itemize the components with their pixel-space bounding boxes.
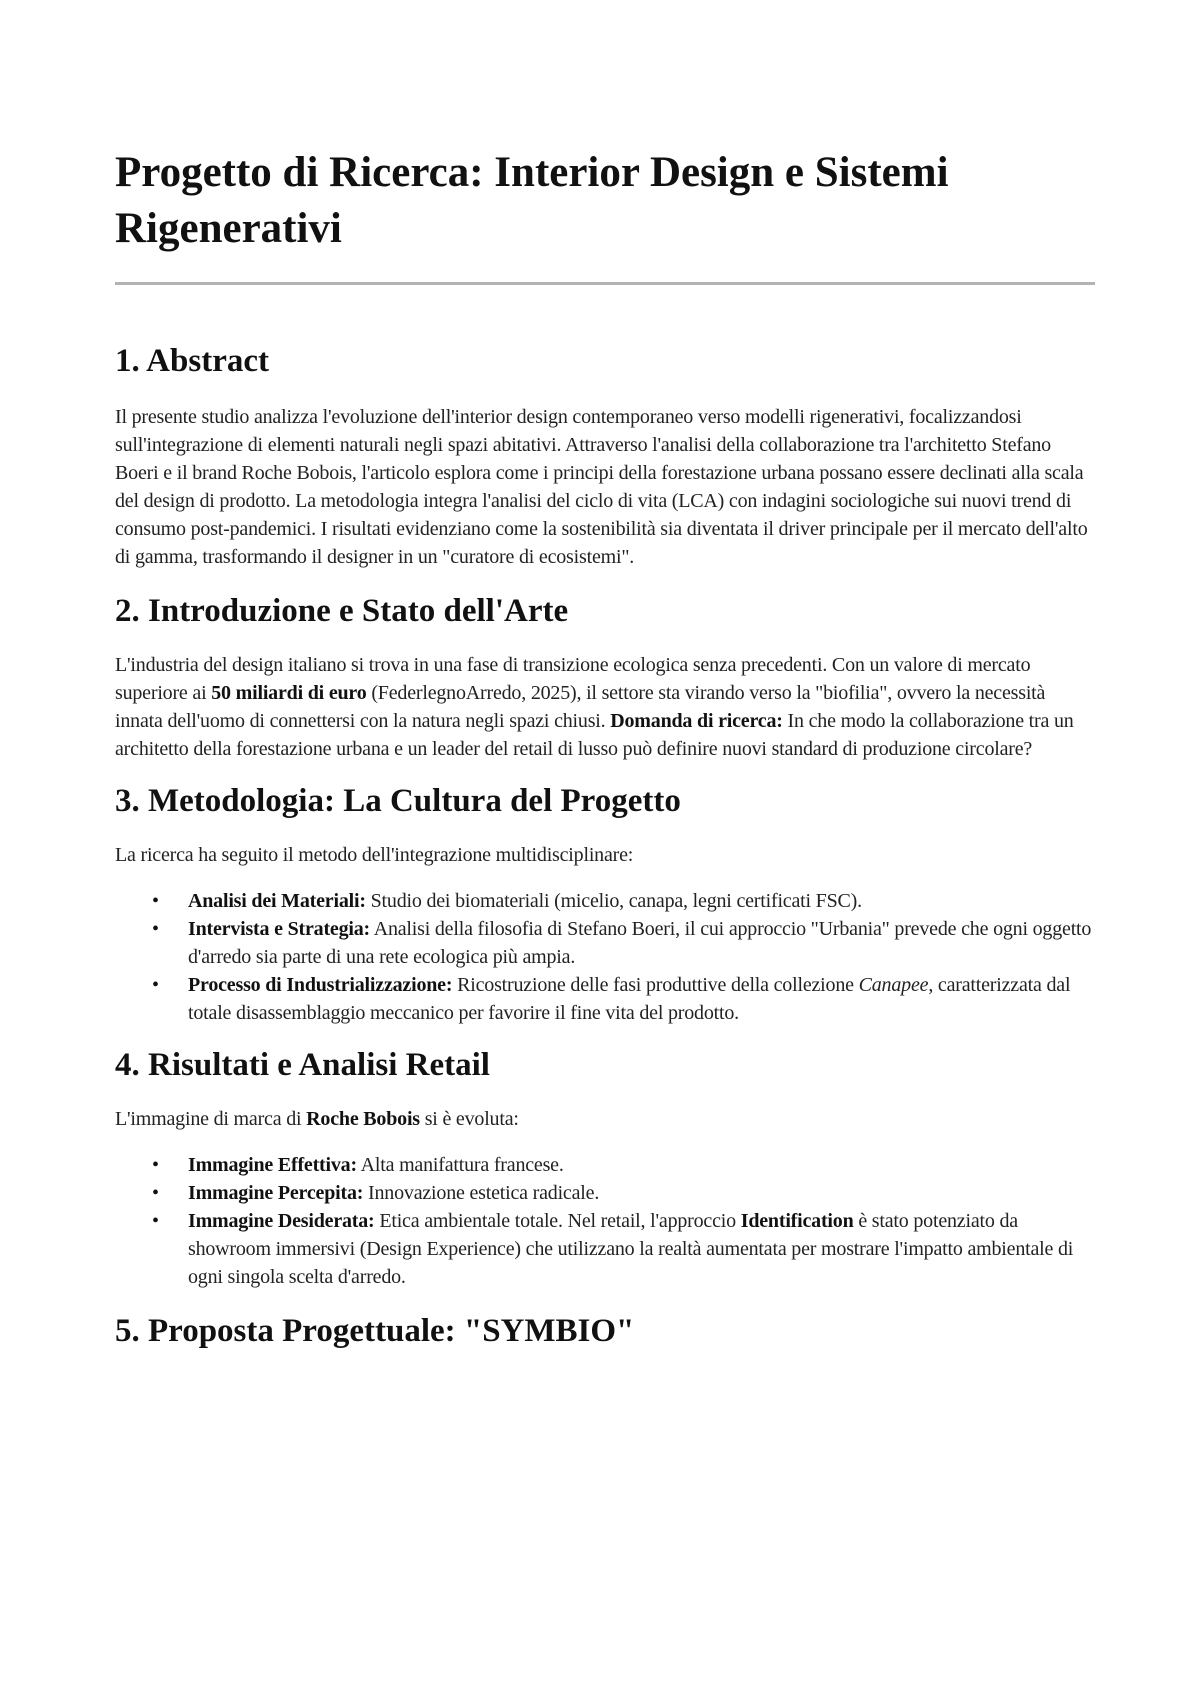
section-heading-method: 3. Metodologia: La Cultura del Progetto (115, 783, 681, 819)
intro-paragraph (115, 651, 1095, 763)
document-title: Progetto di Ricerca: Interior Design e Sistemi Rigenerativi (115, 149, 949, 252)
method-intro: La ricerca ha seguito il metodo dell'integrazione multidisciplinare: (115, 844, 634, 866)
intro-text-1: L'industria del design italiano si trova in una fase di transizione ecologica senza precedenti. Con un valore di mercato superiore ai (115, 654, 1031, 704)
list-item (188, 971, 1095, 1027)
list-item-label: Intervista e Strategia: (188, 918, 371, 940)
list-item (188, 1151, 1095, 1179)
method-list (115, 887, 1095, 1027)
list-item-text: Alta manifattura francese. (356, 1154, 564, 1176)
list-item (188, 1207, 1095, 1291)
approach-name: Identification (740, 1210, 854, 1232)
results-intro (115, 1105, 1095, 1133)
list-item-text-after: è stato potenziato da showroom immersivi (Design Experience) che utilizzano la realtà aumentata per mostrare l'impatto ambientale di ogni singola scelta d'arredo. (188, 1210, 1074, 1288)
list-item-text-after: , caratterizzata dal totale disassemblaggio meccanico per favorire il fine vita del prodotto. (188, 974, 1071, 1024)
section-heading-intro: 2. Introduzione e Stato dell'Arte (115, 593, 569, 629)
list-item (188, 887, 1095, 915)
results-intro-text-2: si è evoluta: (419, 1108, 519, 1130)
intro-bold-research-question: Domanda di ricerca: (610, 710, 783, 732)
list-item (188, 1179, 1095, 1207)
results-intro-brand: Roche Bobois (306, 1108, 420, 1130)
list-item-text: Etica ambientale totale. Nel retail, l'approccio (374, 1210, 741, 1232)
intro-text-2: (FederlegnoArredo, 2025), il settore sta virando verso la "biofilia", ovvero la necessità innata dell'uomo di connettersi con la natura negli spazi chiusi. (115, 682, 1046, 732)
section-heading-results: 4. Risultati e Analisi Retail (115, 1047, 490, 1083)
results-intro-text-1: L'immagine di marca di (115, 1108, 307, 1130)
title-divider (115, 282, 1095, 285)
intro-bold-market-value: 50 miliardi di euro (211, 682, 367, 704)
list-item-text: Analisi della filosofia di Stefano Boeri, il cui approccio "Urbania" prevede che ogni oggetto d'arredo sia parte di una rete ecologica più ampia. (188, 918, 1092, 968)
collection-name: Canapee (858, 974, 929, 996)
section-heading-abstract: 1. Abstract (115, 343, 269, 379)
list-item (188, 915, 1095, 971)
list-item-label: Immagine Desiderata: (188, 1210, 375, 1232)
section-heading-proposal: 5. Proposta Progettuale: "SYMBIO" (115, 1313, 635, 1349)
results-list (115, 1151, 1095, 1291)
intro-text-3: In che modo la collaborazione tra un architetto della forestazione urbana e un leader del retail di lusso può definire nuovi standard di produzione circolare? (115, 710, 1074, 760)
list-item-text: Innovazione estetica radicale. (363, 1182, 600, 1204)
list-item-label: Analisi dei Materiali: (188, 890, 366, 912)
list-item-label: Processo di Industrializzazione: (188, 974, 453, 996)
list-item-label: Immagine Percepita: (188, 1182, 364, 1204)
list-item-text: Studio dei biomateriali (micelio, canapa, legni certificati FSC). (365, 890, 862, 912)
abstract-paragraph: Il presente studio analizza l'evoluzione dell'interior design contemporaneo verso modelli rigenerativi, focalizzandosi sull'integrazione di elementi naturali negli spazi abitativi. Attraverso l'analisi della collaborazione tra l'architetto Stefano Boeri e il brand Roche Bobois, l'articolo esplora come i principi della forestazione urbana possano essere declinati alla scala del design di prodotto. La metodologia integra l'analisi del ciclo di vita (LCA) con indagini sociologiche sui nuovi trend di consumo post-pandemici. I risultati evidenziano come la sostenibilità sia diventata il driver principale per il mercato dell'alto di gamma, trasformando il designer in un "curatore di ecosistemi". (115, 406, 1088, 568)
list-item-label: Immagine Effettiva: (188, 1154, 357, 1176)
list-item-text: Ricostruzione delle fasi produttive della collezione (452, 974, 859, 996)
